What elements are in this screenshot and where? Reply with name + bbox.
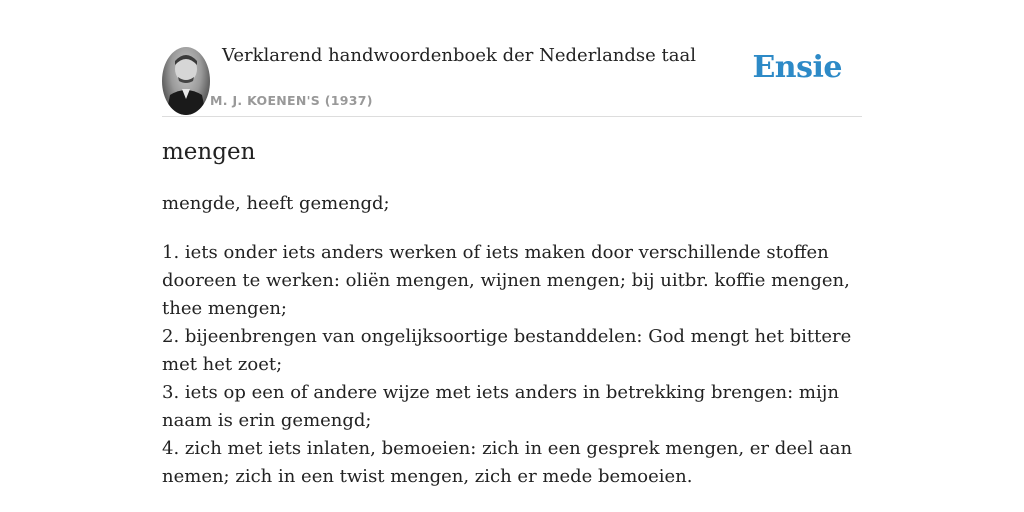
definition-item: 3. iets op een of andere wijze met iets anders in betrekking brengen: mijn naam is erin gemengd; bbox=[162, 382, 839, 431]
definition-item: 1. iets onder iets anders werken of iets maken door verschillende stoffen dooreen te werken: oliën mengen, wijnen mengen; bij uitbr. koffie mengen, thee mengen; bbox=[162, 242, 850, 319]
page-container bbox=[162, 0, 862, 487]
entry-forms: mengde, heeft gemengd; bbox=[162, 193, 390, 214]
definition-item: 2. bijeenbrengen van ongelijksoortige bestanddelen: God mengt het bittere met het zoet; bbox=[162, 326, 852, 375]
ensie-logo-link[interactable]: Ensie bbox=[752, 50, 842, 85]
entry-definitions bbox=[162, 239, 862, 491]
definition-item: 4. zich met iets inlaten, bemoeien: zich in een gesprek mengen, er deel aan nemen; zich in een twist mengen, zich er mede bemoeien. bbox=[162, 438, 853, 487]
page-header bbox=[162, 0, 862, 117]
entry-headword: mengen bbox=[162, 139, 256, 165]
dictionary-author: M. J. KOENEN'S (1937) bbox=[210, 93, 373, 108]
author-portrait-icon bbox=[162, 47, 210, 115]
dictionary-title: Verklarend handwoordenboek der Nederlandse taal bbox=[222, 45, 696, 66]
